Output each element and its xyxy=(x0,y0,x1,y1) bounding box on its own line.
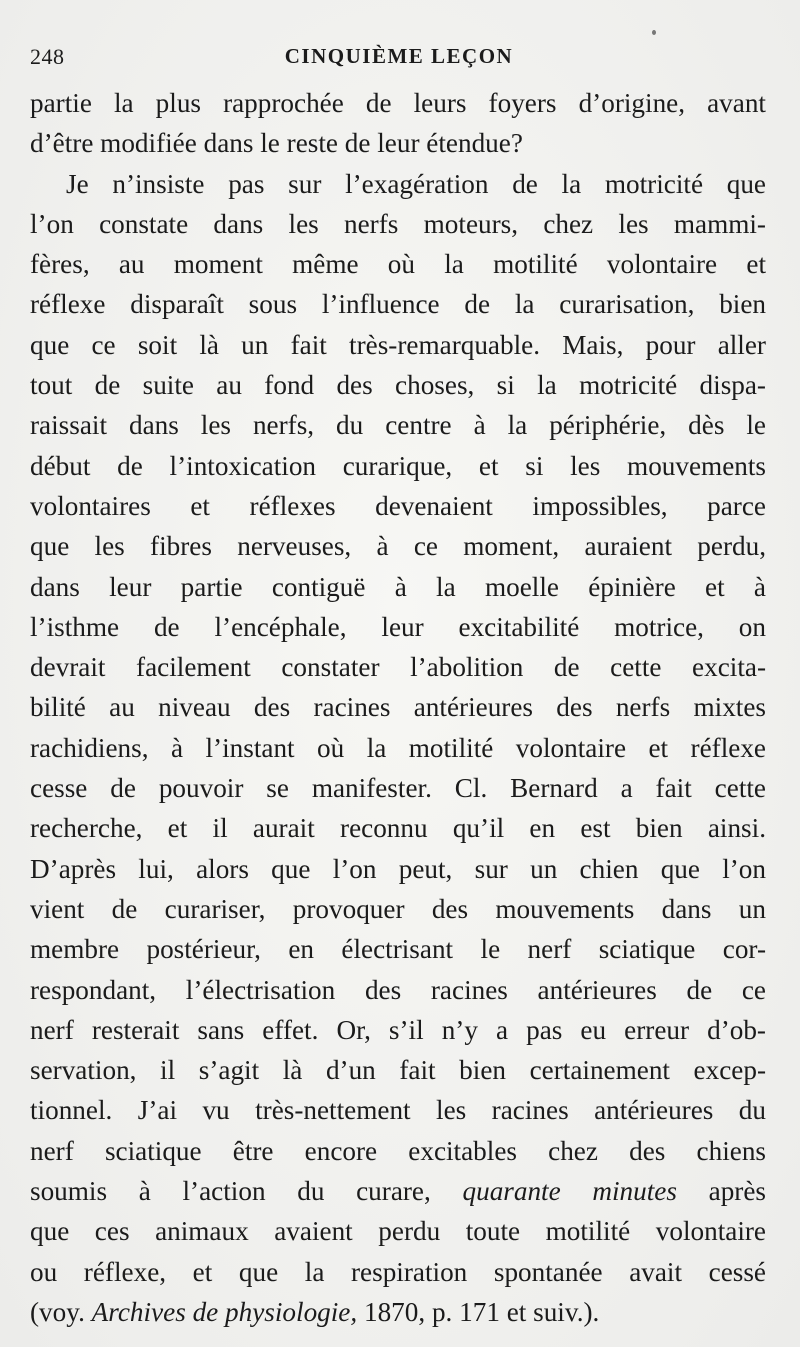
citation-line xyxy=(30,1292,766,1332)
body-text xyxy=(30,83,766,1332)
text-segment: 1870, p. 171 et suiv.). xyxy=(357,1296,600,1327)
text-line: que ce soit là un fait très-remarquable. Mais, pour aller xyxy=(30,329,766,360)
text-line: rachidiens, à l’instant où la motilité volontaire et réflexe xyxy=(30,732,766,763)
text-line: tout de suite au fond des choses, si la motricité dispa- xyxy=(30,370,766,401)
journal-title: Archives de physiologie, xyxy=(91,1296,358,1327)
text-line: D’après lui, alors que l’on peut, sur un chien que l’on xyxy=(30,853,766,884)
text-line: l’isthme de l’encéphale, leur excitabilité motrice, on xyxy=(30,611,766,642)
text-segment: après xyxy=(676,1176,766,1207)
text-line: nerf resterait sans effet. Or, s’il n’y a pas eu erreur d’ob- xyxy=(30,1014,766,1045)
italic-phrase: quarante minutes xyxy=(462,1176,677,1207)
text-line: bilité au niveau des racines antérieures des nerfs mixtes xyxy=(30,692,766,723)
text-line: que ces animaux avaient perdu toute motilité volontaire xyxy=(30,1216,766,1247)
text-line: l’on constate dans les nerfs moteurs, chez les mammi- xyxy=(30,208,766,239)
text-line: raissait dans les nerfs, du centre à la périphérie, dès le xyxy=(30,410,766,441)
text-segment: (voy. xyxy=(30,1296,92,1327)
ink-speck xyxy=(652,30,656,35)
running-head: CINQUIÈME LEÇON xyxy=(284,44,514,68)
text-line: tionnel. J’ai vu très-nettement les racines antérieures du xyxy=(30,1095,766,1126)
text-segment: soumis à l’action du curare, xyxy=(30,1176,463,1207)
text-line: respondant, l’électrisation des racines antérieures de ce xyxy=(30,974,766,1005)
page-number: 248 xyxy=(30,44,65,69)
text-line: membre postérieur, en électrisant le nerf sciatique cor- xyxy=(30,934,766,965)
text-line: volontaires et réflexes devenaient impossibles, parce xyxy=(30,490,766,521)
text-line: dans leur partie contiguë à la moelle épinière et à xyxy=(30,571,766,602)
text-line: réflexe disparaît sous l’influence de la curarisation, bien xyxy=(30,289,766,320)
text-line: partie la plus rapprochée de leurs foyers d’origine, avant xyxy=(30,88,766,118)
text-line: servation, il s’agit là d’un fait bien certainement excep- xyxy=(30,1055,766,1086)
text-line: nerf sciatique être encore excitables chez des chiens xyxy=(30,1135,766,1166)
text-line: d’être modifiée dans le reste de leur étendue? xyxy=(30,128,523,159)
text-line: début de l’intoxication curarique, et si les mouvements xyxy=(30,450,766,481)
text-line: Je n’insiste pas sur l’exagération de la motricité que xyxy=(66,168,766,199)
text-line: que les fibres nerveuses, à ce moment, auraient perdu, xyxy=(30,531,766,562)
text-line: recherche, et il aurait reconnu qu’il en est bien ainsi. xyxy=(30,813,766,844)
text-line: ou réflexe, et que la respiration spontanée avait cessé xyxy=(30,1256,766,1287)
text-line-with-italic xyxy=(30,1171,766,1211)
text-line: devrait facilement constater l’abolition de cette excita- xyxy=(30,652,766,683)
text-line: fères, au moment même où la motilité volontaire et xyxy=(30,249,766,280)
text-line: cesse de pouvoir se manifester. Cl. Bernard a fait cette xyxy=(30,773,766,804)
text-line: vient de curariser, provoquer des mouvements dans un xyxy=(30,893,766,924)
page-header xyxy=(30,44,768,80)
